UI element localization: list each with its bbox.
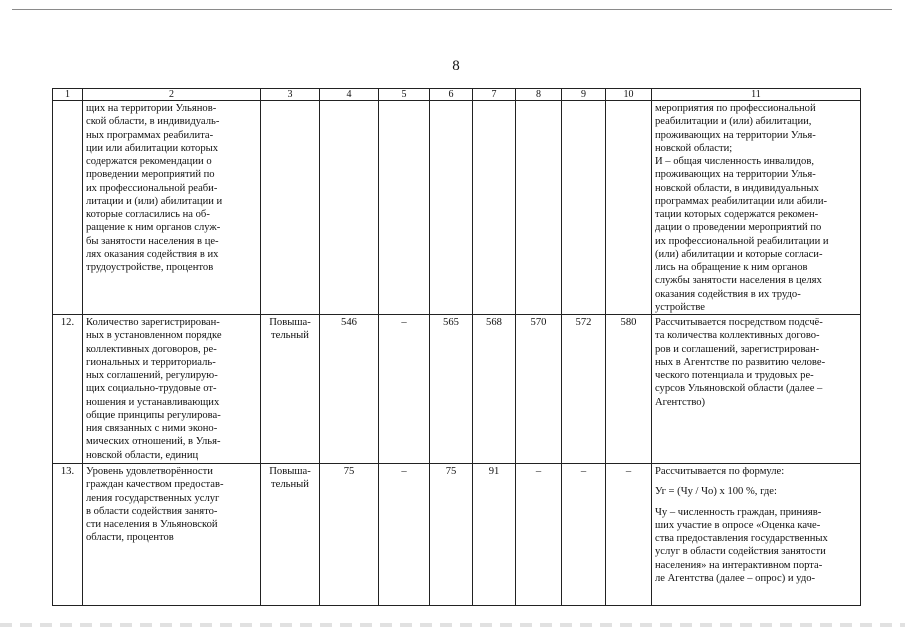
text-line: ства предоставления государственных (655, 533, 828, 544)
text-line: Уровень удовлетворённости (86, 466, 213, 477)
header-cell: 11 (652, 89, 861, 101)
cell-col10: 580 (606, 315, 652, 464)
text-line: Повыша- (269, 466, 311, 477)
text-line: мероприятия по профессиональной (655, 103, 816, 114)
cell-indicator-name (83, 101, 261, 315)
cell-col4: 546 (320, 315, 379, 464)
text-line: тельный (271, 330, 309, 342)
text-line: населения» на интерактивном порта- (655, 559, 823, 571)
cell-col3 (261, 101, 320, 315)
text-line: литации и (или) абилитации и (86, 195, 223, 207)
text-line: программах реабилитации или абили- (655, 195, 828, 207)
cell-col10: – (606, 464, 652, 606)
text-line: тельный (271, 479, 309, 491)
cell-indicator-name (83, 315, 261, 464)
cell-col9: 572 (562, 315, 606, 464)
table-row-13 (53, 464, 861, 606)
text-line: граждан качеством предостав- (86, 479, 224, 491)
text-line: ления государственных услуг (86, 492, 220, 504)
text-line: службы занятости населения в целях (655, 275, 822, 287)
text-line: Количество зарегистрирован- (86, 317, 220, 328)
text-line: ров и соглашений, зарегистрирован- (655, 343, 820, 355)
cell-method (652, 315, 861, 464)
text-line: тации которых содержатся рекомен- (655, 209, 819, 220)
text-line: ческого потенциала и трудовых ре- (655, 370, 814, 381)
cell-col5 (379, 101, 430, 315)
cell-num: 12. (53, 315, 83, 464)
text-line: проживающих на территории Улья- (655, 169, 816, 181)
text-line: лях оказания содействия в их (86, 248, 219, 260)
text-line: коллективных договоров, ре- (86, 343, 217, 355)
text-line: устройстве (655, 301, 705, 313)
cell-col10 (606, 101, 652, 315)
cell-col9: – (562, 464, 606, 606)
cell-col8: 570 (516, 315, 562, 464)
text-line: Агентство) (655, 396, 706, 408)
text-line: ных соглашений, регулирую- (86, 370, 218, 381)
text-line: Рассчитывается посредством подсчё- (655, 317, 823, 328)
cell-col6 (430, 101, 473, 315)
text-line: сурсов Ульяновской области (далее – (655, 383, 823, 395)
header-cell: 9 (562, 89, 606, 101)
text-line: проведении мероприятий по (86, 169, 215, 181)
text-line: оказания содействия в их трудо- (655, 288, 801, 300)
cell-col4: 75 (320, 464, 379, 606)
cell-method (652, 101, 861, 315)
text-line: новской области, единиц (86, 449, 199, 461)
text-line: ращение к ним органов служ- (86, 222, 221, 234)
table-row-continuation (53, 101, 861, 315)
cell-col7: 91 (473, 464, 516, 606)
table-header-row (53, 89, 861, 101)
header-cell: 8 (516, 89, 562, 101)
text-line: проживающих на территории Улья- (655, 129, 816, 141)
header-cell: 10 (606, 89, 652, 101)
cell-direction (261, 464, 320, 606)
cell-num: 13. (53, 464, 83, 606)
text-line: ных в Агентстве по развитию челове- (655, 356, 826, 368)
text-line: бы занятости населения в це- (86, 235, 219, 247)
cell-col6: 75 (430, 464, 473, 606)
cell-col7: 568 (473, 315, 516, 464)
text-line: ших участие в опросе «Оценка каче- (655, 519, 821, 531)
cell-col8 (516, 101, 562, 315)
header-cell: 6 (430, 89, 473, 101)
cell-col5: – (379, 464, 430, 606)
header-cell: 4 (320, 89, 379, 101)
text-line: в области содействия занято- (86, 505, 218, 517)
text-line: трудоустройстве, процентов (86, 262, 214, 273)
cell-col8: – (516, 464, 562, 606)
scan-artifact (0, 623, 905, 627)
cell-method (652, 464, 861, 606)
table-row-12 (53, 315, 861, 464)
text-line: лись на обращение к ним органов (655, 262, 808, 273)
text-line: новской области; (655, 142, 733, 154)
indicators-table (52, 88, 861, 606)
text-line: (или) абилитации и которые согласи- (655, 248, 823, 260)
cell-col9 (562, 101, 606, 315)
text-line: ных программах реабилита- (86, 129, 214, 141)
text-line: их профессиональной реабилитации и (655, 235, 829, 247)
text-line: общие принципы регулирова- (86, 409, 221, 421)
text-line: ния связанных с ними эконо- (86, 423, 218, 434)
text-line: И – общая численность инвалидов, (655, 156, 814, 167)
page-number: 8 (452, 58, 460, 74)
text-line: их профессиональной реаби- (86, 182, 218, 194)
cell-indicator-name (83, 464, 261, 606)
header-cell: 5 (379, 89, 430, 101)
text-line: области, процентов (86, 532, 174, 544)
text-line: Чу – численность граждан, принияв- (655, 506, 822, 518)
text-line: ской области, в индивидуаль- (86, 116, 220, 128)
formula: Уг = (Чу / Чо) х 100 %, где: (655, 486, 777, 498)
text-line: гиональных и территориаль- (86, 356, 216, 368)
text-line: новской области, в индивидуальных (655, 182, 819, 194)
text-line: сти населения в Ульяновской (86, 519, 218, 530)
cell-num (53, 101, 83, 315)
cell-direction (261, 315, 320, 464)
text-line: содержатся рекомендации о (86, 156, 212, 167)
cell-col5: – (379, 315, 430, 464)
text-line: которые согласились на об- (86, 209, 210, 220)
text-line: щих социально-трудовые от- (86, 383, 217, 395)
cell-col7 (473, 101, 516, 315)
header-cell: 3 (261, 89, 320, 101)
text-line: ции или абилитации которых (86, 142, 219, 154)
text-line: ле Агентства (далее – опрос) и удо- (655, 572, 816, 584)
text-line: реабилитации и (или) абилитации, (655, 116, 812, 128)
cell-col6: 565 (430, 315, 473, 464)
text-line: мических отношений, в Улья- (86, 436, 221, 448)
text-line: Рассчитывается по формуле: (655, 466, 785, 477)
text-line: та количества коллективных догово- (655, 330, 820, 342)
text-line: ношения и устанавливающих (86, 396, 220, 408)
cell-col4 (320, 101, 379, 315)
header-cell: 7 (473, 89, 516, 101)
text-line: услуг в области содействия занятости (655, 546, 826, 558)
text-line: ных в установленном порядке (86, 330, 222, 342)
text-line: щих на территории Ульянов- (86, 103, 217, 114)
header-cell: 1 (53, 89, 83, 101)
text-line: Повыша- (269, 317, 311, 328)
header-cell: 2 (83, 89, 261, 101)
text-line: дации о проведении мероприятий по (655, 222, 822, 234)
